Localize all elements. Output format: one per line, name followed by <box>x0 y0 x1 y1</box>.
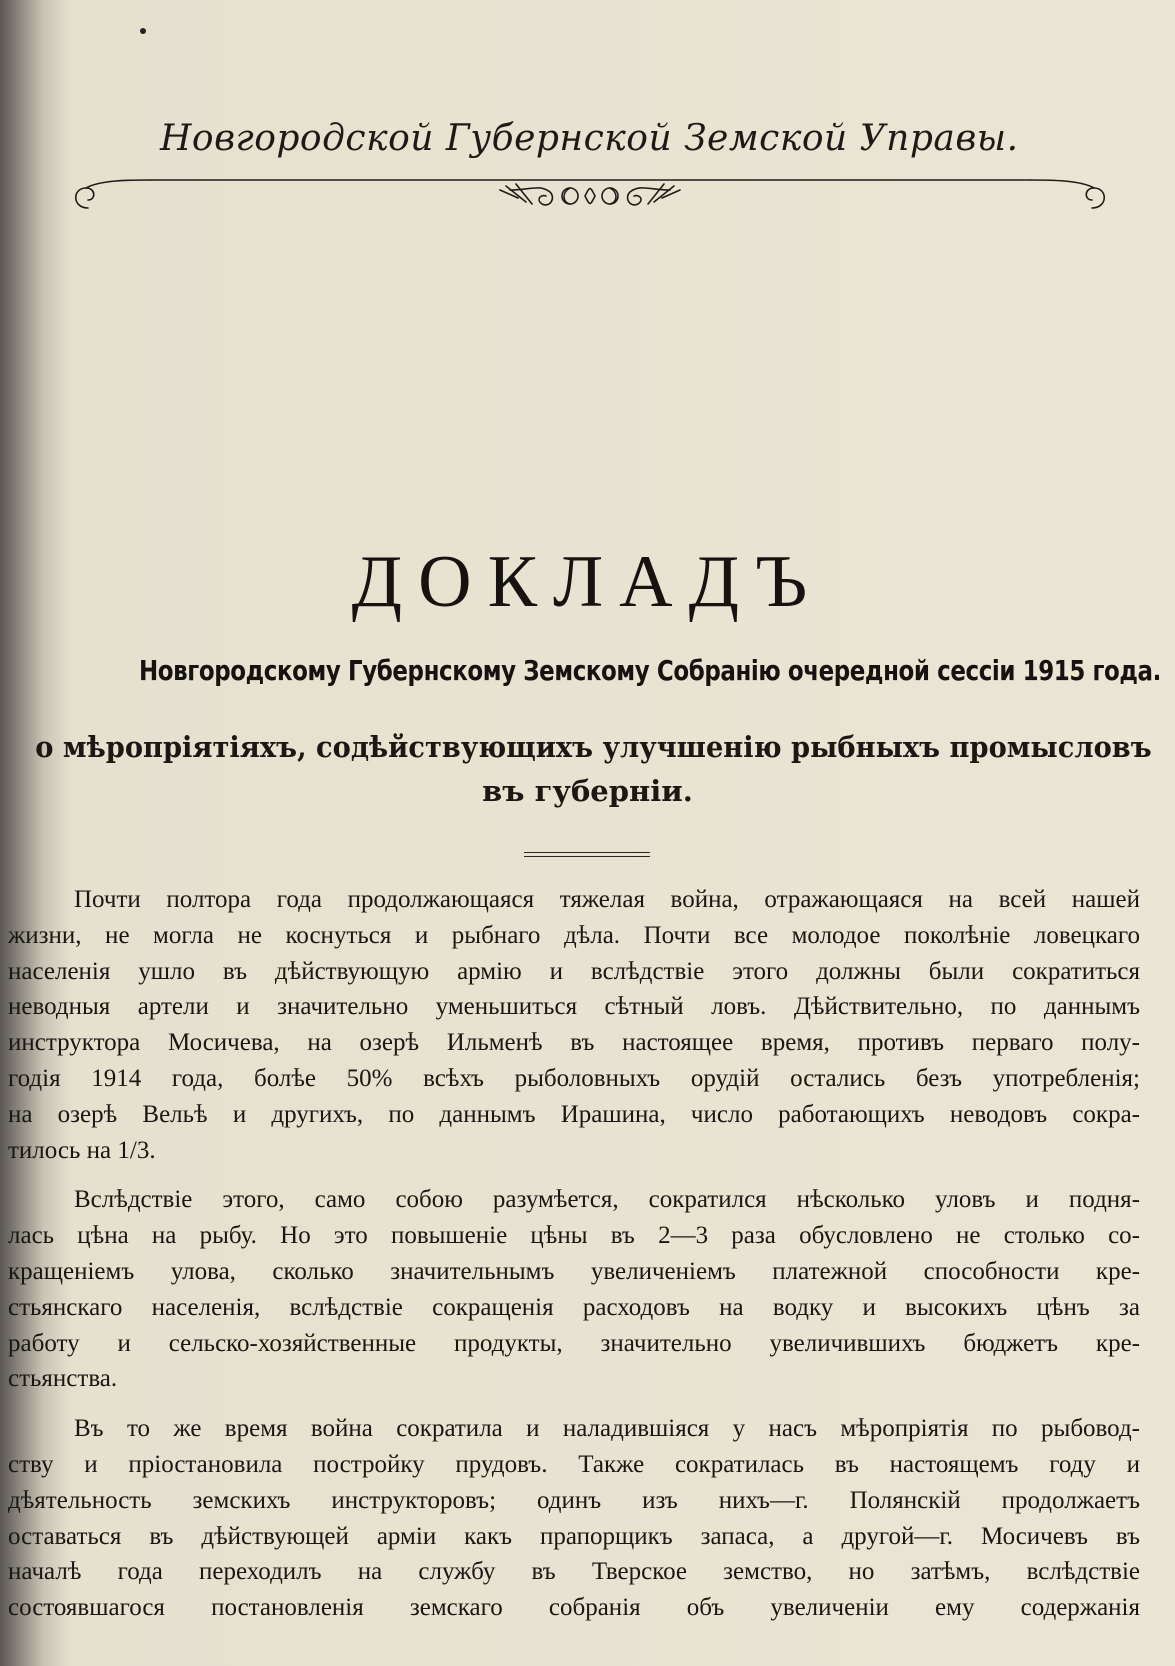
text-line: годія 1914 года, болѣе 50% всѣхъ рыболовныхъ орудій остались безъ употребленія; <box>8 1064 1140 1092</box>
text-line: неводныя артели и значительно уменьшиться сѣтный ловъ. Дѣйствительно, по даннымъ <box>8 993 1140 1021</box>
document-topic-line-2: въ губерніи. <box>482 774 693 808</box>
document-subtitle: Новгородскому Губернскому Земскому Собранію очередной сессіи 1915 года. <box>139 654 1161 687</box>
text-line: оставаться въ дѣйствующей арміи какъ прапорщикъ запаса, а другой—г. Мосичевъ въ <box>8 1522 1140 1550</box>
paragraph-2 <box>8 1182 1140 1397</box>
text-line: тилось на 1/3. <box>8 1136 156 1164</box>
paragraph-3 <box>8 1411 1140 1626</box>
text-line: началѣ года переходилъ на службу въ Тверское земство, но затѣмъ, вслѣдствіе <box>8 1558 1140 1586</box>
text-line: лась цѣна на рыбу. Но это повышеніе цѣны въ 2—3 раза обусловлено не столько со- <box>8 1222 1140 1250</box>
text-line: стьянскаго населенія, вслѣдствіе сокращенія расходовъ на водку и высокихъ цѣнъ за <box>8 1293 1140 1321</box>
text-line: работу и сельско-хозяйственные продукты, значительно увеличившихъ бюджетъ кре- <box>8 1329 1140 1357</box>
text-line: на озерѣ Вельѣ и другихъ, по даннымъ Ирашина, число работающихъ неводовъ сокра- <box>8 1100 1140 1128</box>
text-line: населенія ушло въ дѣйствующую армію и вслѣдствіе этого должны были сократиться <box>8 957 1140 985</box>
text-line: Вслѣдствіе этого, само собою разумѣется, сократился нѣсколько уловъ и подня- <box>74 1186 1140 1214</box>
text-line: Въ то же время война сократила и наладившіяся у насъ мѣропріятія по рыбовод- <box>74 1415 1140 1443</box>
document-title: ДОКЛАДЪ <box>351 541 824 623</box>
text-line: кращеніемъ улова, сколько значительнымъ увеличеніемъ платежной способности кре- <box>8 1257 1140 1285</box>
paragraph-1 <box>8 882 1140 1168</box>
text-line: состоявшагося постановленія земскаго собранія объ увеличеніи ему содержанія <box>8 1594 1140 1622</box>
document-topic-line-1: о мѣропріятіяхъ, содѣйствующихъ улучшенію рыбныхъ промысловъ <box>35 730 1152 764</box>
text-line: дѣятельность земскихъ инструкторовъ; одинъ изъ нихъ—г. Полянскій продолжаетъ <box>8 1486 1140 1514</box>
report-body <box>8 882 1140 1640</box>
text-line: инструктора Мосичева, на озерѣ Ильменѣ въ настоящее время, противъ перваго полу- <box>8 1029 1140 1057</box>
text-line: ству и пріостановила постройку прудовъ. Также сократилась въ настоящемъ году и <box>8 1450 1140 1478</box>
issuer-heading: Новгородской Губернской Земской Управы. <box>160 118 1019 159</box>
text-line: стьянства. <box>8 1365 118 1393</box>
ornamental-rule-icon <box>70 168 1110 224</box>
text-line: жизни, не могла не коснуться и рыбнаго дѣла. Почти все молодое поколѣніе ловецкаго <box>8 921 1140 949</box>
double-rule-divider <box>524 852 650 858</box>
text-line: Почти полтора года продолжающаяся тяжелая война, отражающаяся на всей нашей <box>74 886 1140 913</box>
ink-speck <box>140 28 146 34</box>
